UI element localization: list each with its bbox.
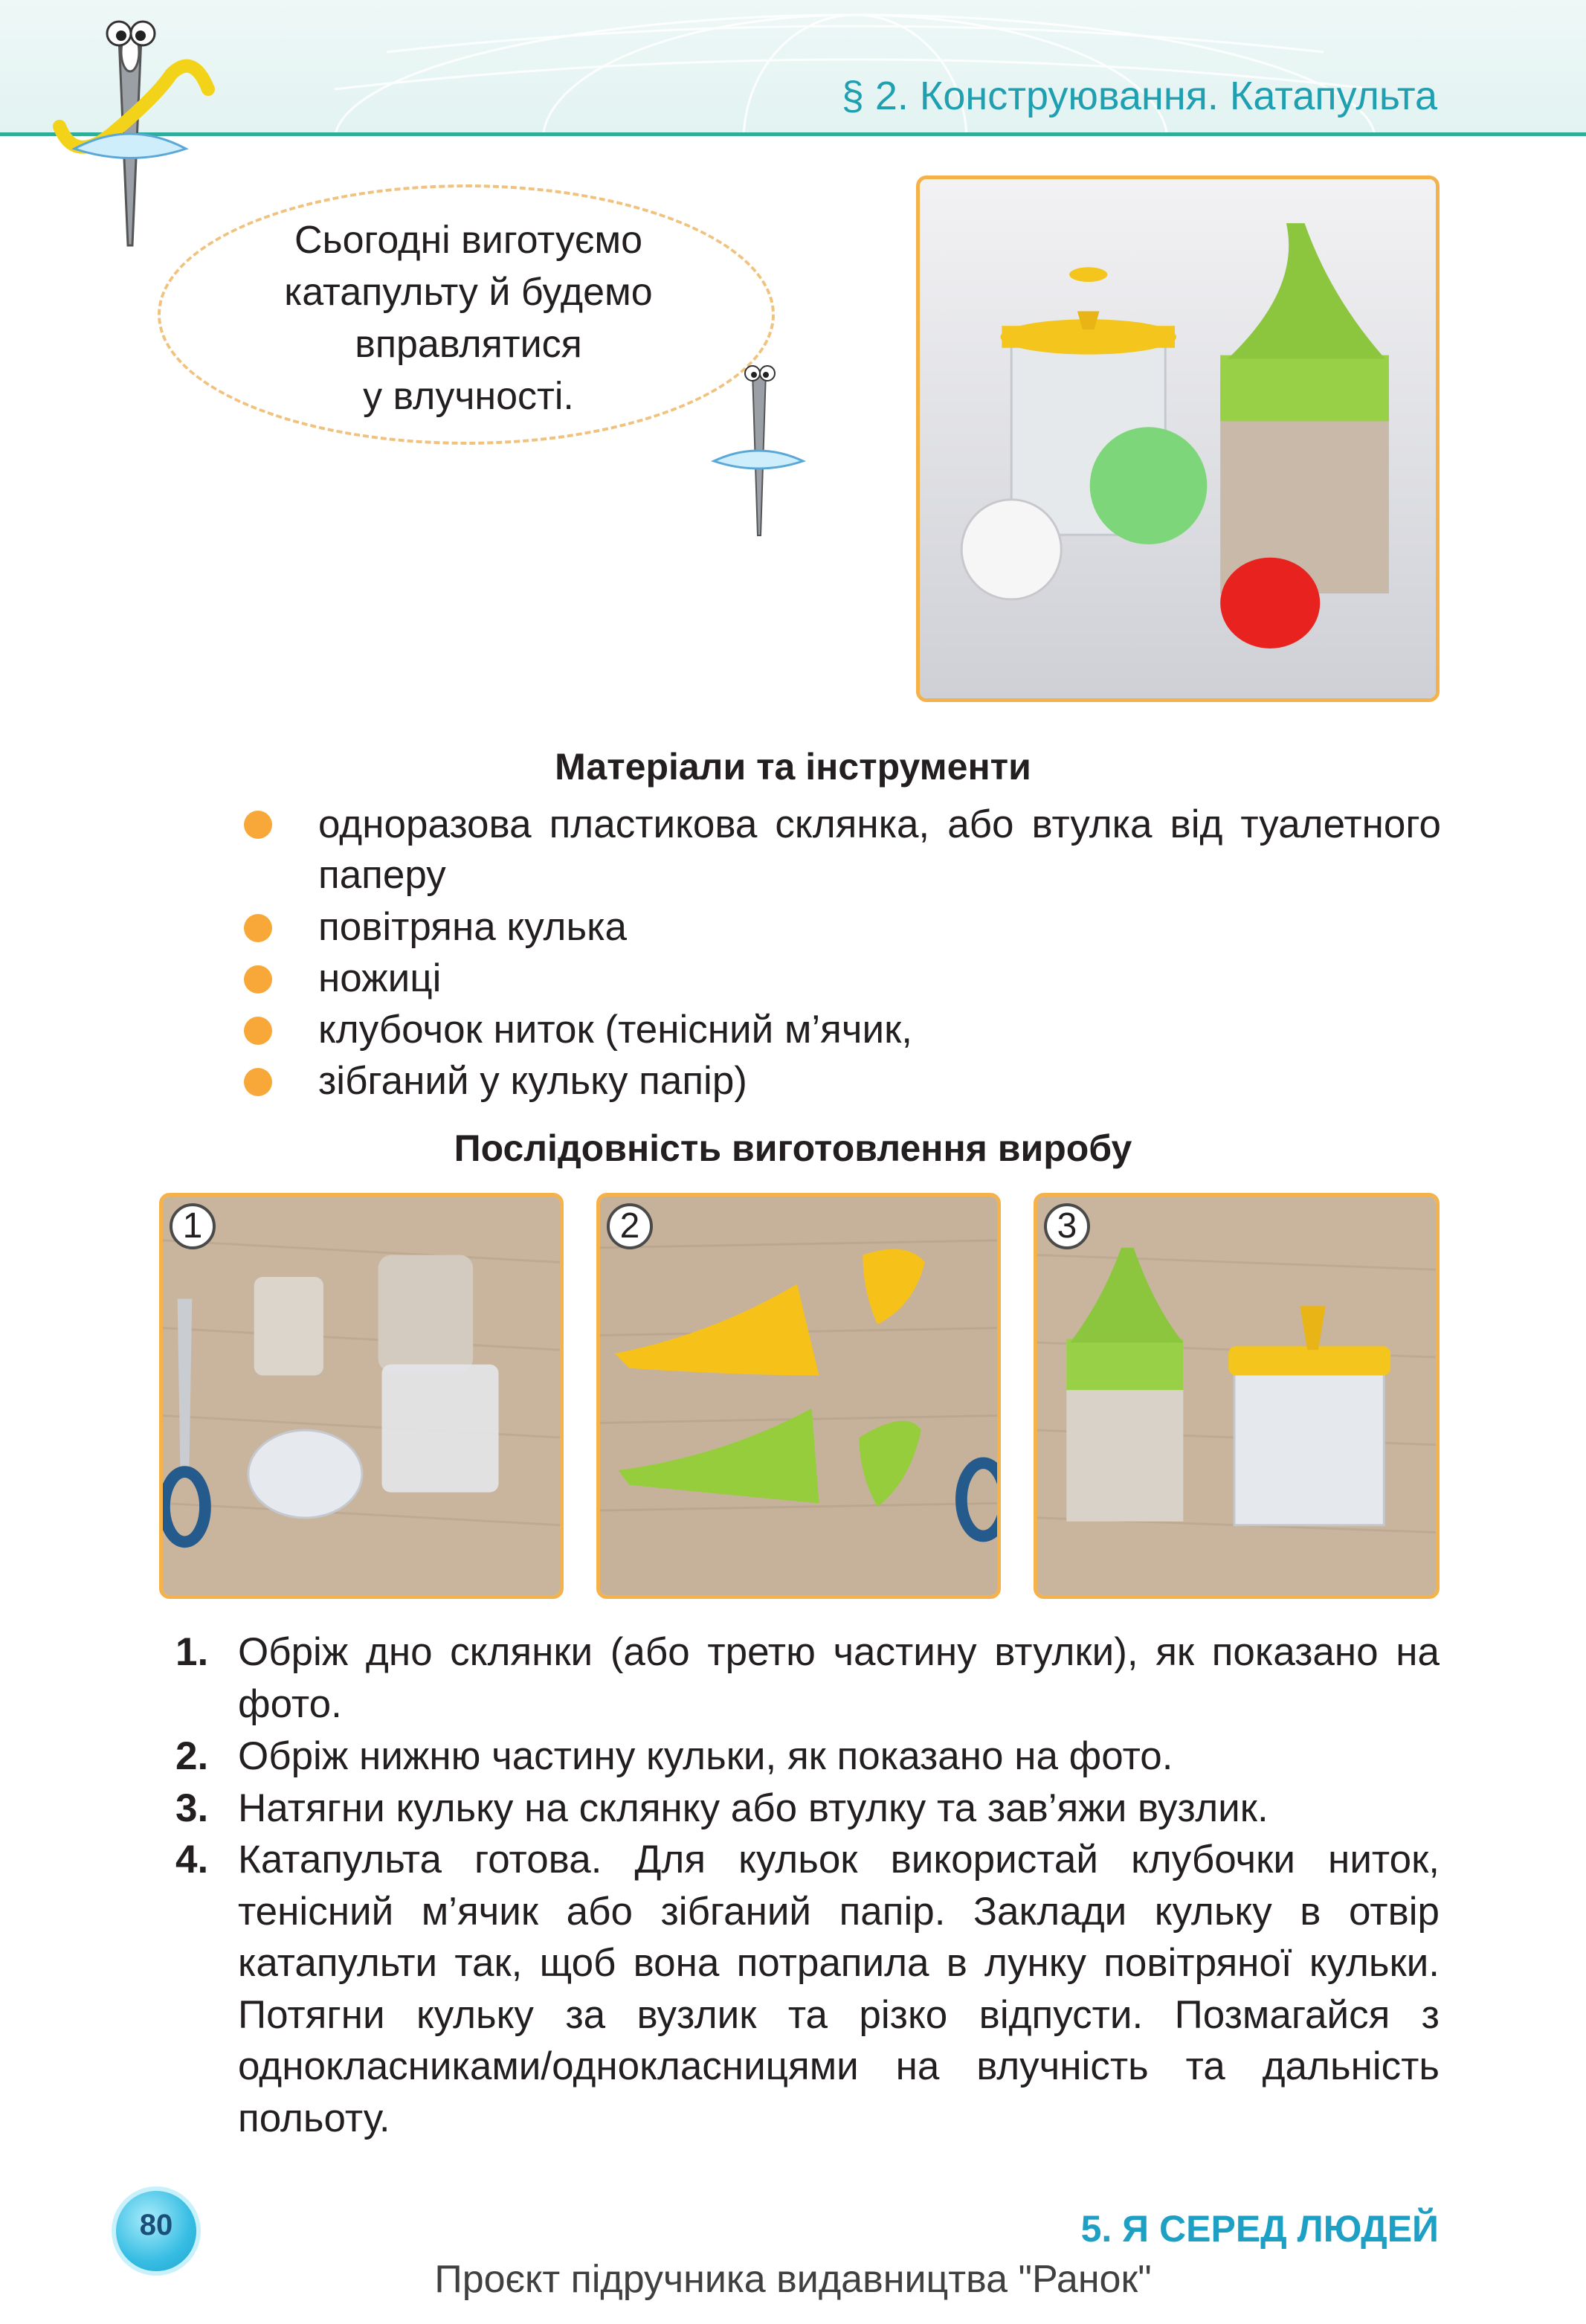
material-item: клубочок ниток (тенісний м’ячик, (318, 1008, 913, 1052)
sequence-heading: Послідовність виготовлення виробу (454, 1127, 1132, 1169)
bubble-line: Сьогодні виготуємо (294, 219, 643, 262)
bullet-dot (244, 1068, 272, 1096)
chapter-title: 5. Я СЕРЕД ЛЮДЕЙ (1080, 2208, 1439, 2250)
step-photo-2 (596, 1193, 1001, 1599)
bullet-dot (244, 965, 272, 994)
bubble-line: у влучності. (363, 375, 574, 418)
speech-bubble-text (223, 214, 714, 422)
bubble-line: катапульту й будемо (284, 271, 653, 314)
small-needle-icon (706, 357, 810, 543)
page-number: 80 (139, 2209, 173, 2241)
step-text: Катапульта готова. Для кульок використай клубочки ниток, тенісний м’ячик або зібганий папір. Заклади кульку в отвір катапульти так, щоб вона потрапила в лунку повітряної кульки. Потягни кульку за вузлик та різко відпусти. Позмагайся з однокласниками/однокласницями на влучність та дальність польоту. (238, 1838, 1440, 2140)
bubble-line: вправлятися (355, 323, 582, 366)
needle-mascot-icon (45, 7, 216, 253)
bullet-dot (244, 811, 272, 839)
step-text: Натягни кульку на склянку або втулку та зав’яжи вузлик. (238, 1786, 1269, 1830)
step-text: Обріж дно склянки (або третю частину втулки), як показано на фото. (238, 1630, 1440, 1726)
bullet-dot (244, 1017, 272, 1045)
bullet-dot (244, 914, 272, 942)
catapult-photo (916, 176, 1440, 702)
materials-heading: Матеріали та інструменти (555, 746, 1031, 788)
step-number: 4. (175, 1838, 209, 1882)
publisher-note: Проєкт підручника видавництва "Ранок" (434, 2258, 1152, 2301)
material-item: зібганий у кульку папір) (318, 1059, 747, 1103)
step-photo-number: 2 (607, 1203, 653, 1249)
material-item: ножиці (318, 956, 442, 1000)
step-number: 3. (175, 1786, 209, 1830)
step-text: Обріж нижню частину кульки, як показано на фото. (238, 1734, 1173, 1778)
step-photo-3 (1034, 1193, 1440, 1599)
section-title: § 2. Конструювання. Катапульта (841, 74, 1437, 118)
header-rule (0, 132, 1586, 136)
step-number: 1. (175, 1630, 209, 1674)
step-photo-number: 1 (170, 1203, 216, 1249)
step-number: 2. (175, 1734, 209, 1778)
material-item: одноразова пластикова склянка, або втулка від туалетного паперу (318, 802, 1441, 897)
step-photo-1 (159, 1193, 564, 1599)
step-photo-number: 3 (1044, 1203, 1090, 1249)
material-item: повітряна кулька (318, 905, 627, 949)
